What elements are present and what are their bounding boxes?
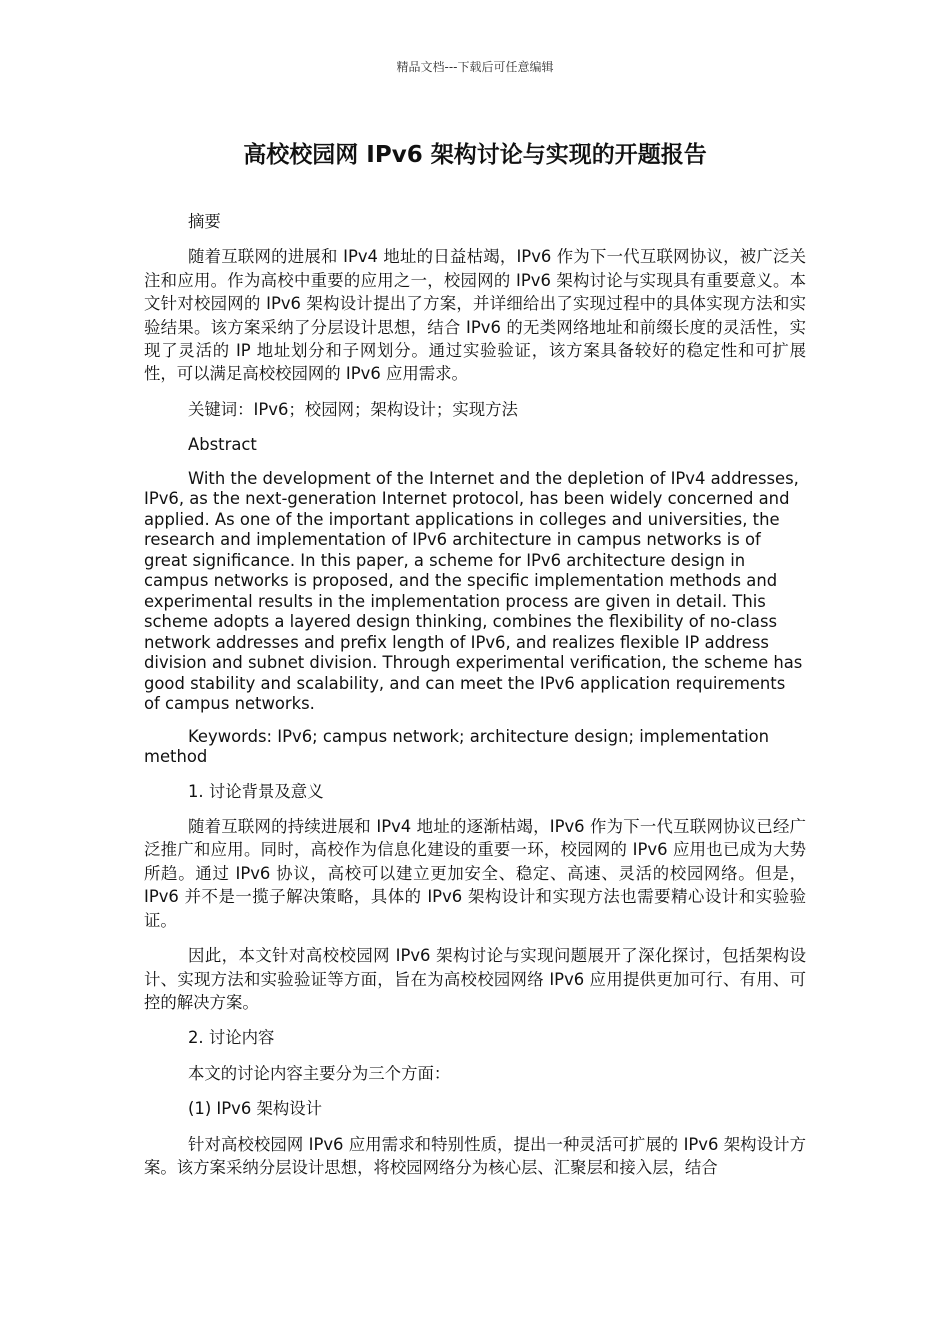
header-note: 精品文档---下载后可任意编辑: [396, 60, 554, 74]
keywords-cn: 关键词：IPv6；校园网；架构设计；实现方法: [188, 399, 518, 419]
document-body: [144, 210, 806, 1191]
section1-paragraph-1: 随着互联网的持续进展和 IPv4 地址的逐渐枯竭，IPv6 作为下一代互联网协议已经广泛推广和应用。同时，高校作为信息化建设的重要一环，校园网的 IPv6 应用也已成为大势所趋。通过 IPv6 协议，高校可以建立更加安全、稳定、高速、灵活的校园网络。但是，IPv6 并不是一揽子解决策略，具体的 IPv6 架构设计和实现方法也需要精心设计和实验验证。: [144, 817, 806, 930]
section2-item1-heading: (1) IPv6 架构设计: [188, 1099, 323, 1119]
abstract-cn-paragraph: 随着互联网的进展和 IPv4 地址的日益枯竭，IPv6 作为下一代互联网协议，被广泛关注和应用。作为高校中重要的应用之一，校园网的 IPv6 架构讨论与实现具有重要意义。本文针对校园网的 IPv6 架构设计提出了方案，并详细给出了实现过程中的具体实现方法和实验结果。该方案采纳了分层设计思想，结合 IPv6 的无类网络地址和前缀长度的灵活性，实现了灵活的 IP 地址划分和子网划分。通过实验验证，该方案具备较好的稳定性和可扩展性，可以满足高校校园网的 IPv6 应用需求。: [144, 247, 806, 384]
section2-item1-paragraph: 针对高校校园网 IPv6 应用需求和特别性质，提出一种灵活可扩展的 IPv6 架构设计方案。该方案采纳分层设计思想，将校园网络分为核心层、汇聚层和接入层，结合: [144, 1134, 806, 1177]
keywords-en: Keywords: IPv6; campus network; architecture design; implementation method: [144, 726, 770, 767]
abstract-cn-heading: 摘要: [188, 212, 221, 231]
abstract-en-heading: Abstract: [188, 435, 257, 455]
abstract-en-paragraph: With the development of the Internet and the depletion of IPv4 addresses, IPv6, as the next-generation Internet protocol, has been widely concerned and applied. As one of the important applications in colleges and universities, the research and implementation of IPv6 architecture in campus networks is of great significance. In this paper, a scheme for IPv6 architecture design in campus networks is proposed, and the specific implementation methods and experimental results in the implementation process are given in detail. This scheme adopts a layered design thinking, combines the flexibility of no-class network addresses and prefix length of IPv6, and realizes flexible IP address division and subnet division. Through experimental verification, the scheme has good stability and scalability, and can meet the IPv6 application requirements of campus networks.: [144, 468, 803, 714]
document-title: 高校校园网 IPv6 架构讨论与实现的开题报告: [243, 142, 707, 168]
section1-heading: 1. 讨论背景及意义: [188, 781, 324, 801]
section2-heading: 2. 讨论内容: [188, 1028, 275, 1048]
section2-intro: 本文的讨论内容主要分为三个方面：: [188, 1063, 451, 1083]
section1-paragraph-2: 因此，本文针对高校校园网 IPv6 架构讨论与实现问题展开了深化探讨，包括架构设计、实现方法和实验验证等方面，旨在为高校校园网络 IPv6 应用提供更加可行、有用、可控的解决方案。: [144, 946, 806, 1012]
